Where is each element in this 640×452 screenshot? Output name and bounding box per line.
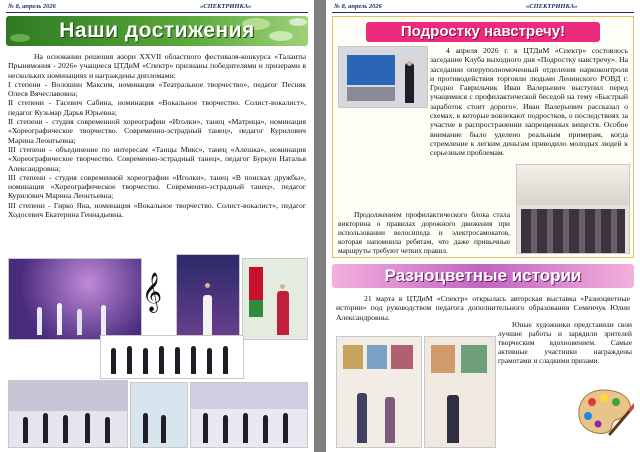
right-issue-label: № 8, апрель 2026	[334, 3, 382, 10]
article1-title-banner	[366, 22, 600, 42]
award-item-5: III степени - студия современной хореографии «Иголки», танец «В поисках дружбы», номинация «Хореографическое творчество. Современно-эстрадный танец», педагог Курилович Марина Леонтьевна;	[8, 172, 306, 201]
presentation-photo	[338, 46, 428, 108]
left-issue-label: № 8, апрель 2026	[8, 3, 56, 10]
right-header-rule	[332, 12, 634, 13]
exhibition-photo-2	[424, 336, 496, 448]
left-page-title: Наши достижения	[59, 19, 255, 42]
treble-clef-icon: 𝄞	[142, 272, 163, 312]
article2-paragraph-1: 21 марта в ЦТДиМ «Спектр» открылась авторская выставка «Разноцветные истории» под руководством педагога дополнительного образования Семенчук Юлии Александровны.	[336, 294, 630, 322]
dance-rehearsal-photo-1	[8, 380, 128, 448]
left-title-banner	[6, 16, 308, 46]
article2-text-side	[498, 320, 632, 365]
achievements-intro: На основании решения жюри XXVII областного фестиваля-конкурса «Таланты Прынямония - 2026» учащиеся ЦТДиМ «Спектр» признаны победителями и призерами в нескольких номинациях и награждены дипломами:	[8, 52, 306, 80]
award-item-3: II степени - студия современной хореографии «Иголки», танец «Матрица», номинация «Хореографическое творчество. Современно-эстрадный танец», педагог Курилович Марина Леонтьевна;	[8, 117, 306, 145]
dance-stage-photo	[8, 258, 142, 340]
left-publication-label: «СПЕКТРИНКА»	[200, 3, 252, 10]
right-publication-label: «СПЕКТРИНКА»	[526, 3, 578, 10]
award-item-4: III степени - объединение по интересам «Танцы Микс», танец «Алешка», номинация «Хореографическое творчество. Современно-эстрадный танец», педагог Буркун Наталья Александровна;	[8, 144, 306, 173]
right-page	[326, 0, 640, 452]
dance-group-photo	[100, 335, 244, 379]
article1-paragraph-2: Продолжением профилактического блока стала викторина о правилах дорожного движения при использовании велосипеда и электросамокатов, которая напомнила ребятам, что даже привычные маршруты требуют четких правил.	[338, 210, 510, 255]
award-item-2: II степени - Гасевич Сабина, номинация «Вокальное творчество. Солист-вокалист», педагог Кузьмар Дарья Юрьевна;	[8, 98, 306, 117]
article1-title: Подростку навстречу!	[400, 23, 566, 40]
award-item-1: I степени - Волошин Максим, номинация «Театральное творчество», педагог Песняк Олеся Вячеславовна;	[8, 79, 306, 99]
vocalist-photo	[176, 254, 240, 340]
achievements-text	[8, 52, 306, 219]
article2-title-banner	[332, 264, 634, 288]
dance-rehearsal-photo-3	[190, 382, 308, 448]
left-page	[0, 0, 314, 452]
article2-title: Разноцветные истории	[384, 266, 582, 285]
vocalist-flag-photo	[242, 258, 308, 340]
article1-text-bottom	[338, 210, 510, 255]
article1-paragraph-1: 4 апреля 2026 г. в ЦТДиМ «Спектр» состоялось заседание Клуба выходного дня «Подростку навстречу». На заседании оперуполномоченный отделения наркоконтроля и противодействия торговли людьми Ленинского РОВД г. Гродно Гаврильчик Иван Валерьевич выступил перед учащимися с профилактической беседой на тему «Быстрый заработок стоит дорого». Иван Валерьевич рассказал о схемах, в которые вовлекают подростков, о последствиях за участие в распространении запрещенных веществ. Особое внимание было уделено реальным примерам, когда стремление к легким деньгам приводило молодых людей к серьезным проблемам.	[430, 46, 628, 158]
left-header-rule	[6, 12, 308, 13]
paint-palette-icon	[574, 386, 634, 440]
dance-rehearsal-photo-2	[130, 382, 188, 448]
audience-photo	[516, 164, 630, 254]
article2-paragraph-2: Юные художники представили свои лучшие работы и зарядили зрителей творческим вдохновением. Самые активные участники награждены грамотами и сладкими призами.	[498, 320, 632, 365]
article1-text-top	[430, 46, 628, 158]
article2-intro-text	[336, 294, 630, 322]
exhibition-photo-1	[336, 336, 422, 448]
award-item-6: III степени - Гирко Яна, номинация «Вокальное творчество. Солист-вокалист», педагог Ходосевич Екатерина Геннадьевна.	[8, 200, 306, 220]
